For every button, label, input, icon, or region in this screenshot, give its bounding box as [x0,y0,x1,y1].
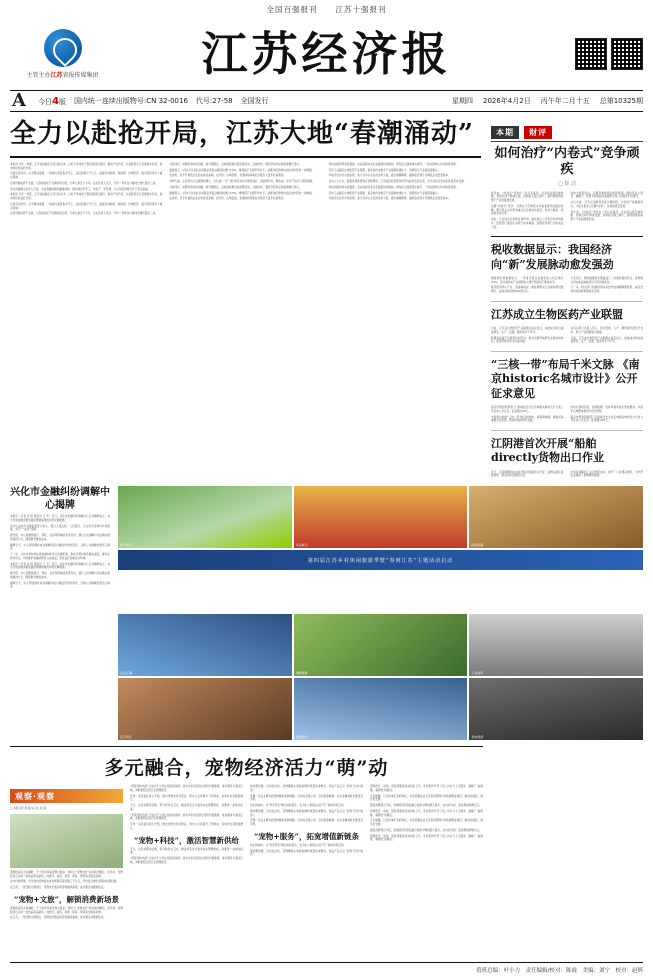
paragraph: 不过，也有消费者反映，部分场所在卫生、噪音和安全方面仍存在管理短板，需要进一步细化标准。 [130,804,243,811]
feature-subhead-3: “宠物+服务”，拓宽增值新链条 [254,831,359,841]
rail-section-4-column-1 [491,471,564,481]
paragraph: 从长远看，只有让创新者获得合理回报，让优质产能脱颖而出，才能从根本上化解“内卷”，实现高质量发展。 [570,201,643,208]
paragraph: 苏州工业园区生物医药产业集群、南京软件谷数字产业集群加速壮大，创新链与产业链深度融合。 [328,168,441,172]
feature-flag: 观察·观察 [10,789,123,803]
paragraph: 苏州一家民宿负责人介绍，推出宠物友好房型后，周末入住率提升了约两成，客单价也有明显增长。 [130,823,243,830]
paragraph: 在江苏，一批宠物主题街区、宠物友好酒店和营地陆续涌现，成为假日消费新热点。 [10,916,106,920]
paragraph: 方案提出构建“三核一带”的空间结构，串联明城墙、秦淮河等重要文化资源，塑造连续的城市文脉。 [491,415,564,423]
paragraph: 技术的加持，让“科学养宠”理念加快普及，也为本土制造企业打开了新的市场空间。 [250,843,347,847]
paragraph: “带着宠物出游”已成为不少年轻家庭的选择。省内多家景区推出宠物专属通道、寄存服务与遛宠区域，并配套相应的卫生管理规范。 [130,813,243,821]
lunar-date: 丙午年二月十五 [540,97,590,105]
publisher-logo [10,29,115,79]
paragraph: 在扬州，老字号餐饮企业迎来客流高峰；在苏州，古城夜游、非遗体验等新业态吸引大量年轻消费者。 [169,174,287,178]
rail-section-2-column-2 [571,327,644,346]
lead-column-1 [10,163,162,218]
paragraph: 科技创新同样动能强劲。全省高新技术企业数量持续增加，研发投入强度稳步提升，一批关键核心技术取得突破。 [328,162,459,166]
logo-mark-icon [44,29,82,67]
paragraph: 宠物医疗、训练、保险等服务需求同步上升。多家机构开设了线上问诊与上门服务，缓解了“看病难、看病贵”的痛点。 [370,785,483,792]
paragraph: 智能喂食器、自动饮水机、宠物摄像头等智能硬件销量快速增长，相关产品正从“尝鲜”走向“刚需”。 [250,785,363,792]
rail-section-title-4: 江阴港首次开展“船舶directly货物出口作业 [491,437,605,465]
weekday: 星期四 [451,97,473,105]
feature-column-1-body-2 [10,907,123,920]
paragraph: 智能喂食器、自动饮水机、宠物摄像头等智能硬件销量快速增长，相关产品正从“尝鲜”走向“刚需”。 [250,809,363,817]
publisher-caption [26,70,98,79]
issue-number: 总第10325期 [599,97,643,105]
photo-children-costume [118,678,292,740]
feature-byline: □ 本报记者 周 娴 实习生 张 颖 [10,807,46,811]
paragraph: 南京市规划资源部门日前就历史文化名城相关城市设计方案公开征求公众意见，征求期为30天。 [491,406,564,413]
top-strip-left: 全国百强报刊 [266,4,318,14]
paragraph: 省有关部门负责人表示，将在用地、人才、融资等方面给予支持，助力产业集群做大做强。 [570,327,643,334]
rail-section-1-column-1 [491,277,564,296]
paragraph: 在扬州，老字号餐饮企业迎来客流高峰；在苏州，古城夜游、非遗体验等新业态吸引大量年轻消费者。 [169,197,287,201]
mid-left-headline: 兴化市金融纠纷调解中心揭牌 [10,487,110,512]
rail-section-2-column-1 [491,327,564,346]
paragraph: 省发改委相关负责人介绍，全省将继续强化要素保障，推动项目早开工、早投产、早见效，为全年经济增长打下坚实基础。 [10,187,151,191]
publisher-caption-red: 江苏 [50,72,63,79]
rail-badge-row [491,120,643,142]
feature-column-3-body-2 [250,844,363,857]
paragraph: 近年来，“内卷式”竞争在一些行业蔓延，企业间以低价换份额，利润空间不断被压缩，创新投入随之减少，最终损害的是整个产业的健康发展。 [491,191,564,202]
feature-column-2 [130,785,243,922]
divider [491,351,643,352]
divider [491,430,643,431]
paragraph: 本报讯（记者 李 阳 通讯员 王 芳）近日，兴化市金融纠纷调解中心正式揭牌成立，将为当地金融消费者提供便捷高效的纠纷化解渠道。 [10,515,110,522]
paragraph: 智能喂食器、自动饮水机、宠物摄像头等智能硬件销量快速增长，相关产品正从“尝鲜”走向“刚需”。 [250,849,363,857]
paragraph: 专家表示，税收数据具有覆盖面广、时效性强的特点，能够较为真实地反映经济运行的冷暖变化。 [570,276,643,284]
paragraph: 本报讯 今年一季度，江苏各地锚定全年目标任务，以时不我待的干劲抢抓项目建设、推动产业升级，全省经济运行呈现稳中有进、稳中向好的良好态势。 [10,162,163,170]
paragraph: “带着宠物出游”已成为不少年轻家庭的选择。省内多家景区推出宠物专属通道、寄存服务与遛宠区域，并配套相应的卫生管理规范。 [130,857,243,864]
paragraph: 数据显示，1至2月全省社会消费品零售总额同比增长5.8%，增速高于全国平均水平，消费对经济增长的拉动作用进一步增强。 [169,168,315,172]
rail-section-title-3: “三核一带”布局千米文脉 《南京historic名城市设计》公开征求意见 [491,358,640,400]
paragraph: 对地方政府而言，应摒弃唯规模论的政绩观，避免盲目上项目、铺摊子，把更多资源投向基础研究和公共服务平台建设。 [570,191,643,199]
paragraph: 在江苏，一批宠物主题街区、宠物友好酒店和营地陆续涌现，成为假日消费新热点。 [10,886,106,890]
today-suffix: 版 [58,97,66,106]
paragraph: 科技创新同样动能强劲。全省高新技术企业数量持续增加，研发投入强度稳步提升，一批关键核心技术取得突破。 [328,185,459,189]
paragraph: 治理“内卷式”竞争，关键在于打破低水平重复建设的路径依赖。要引导企业把竞争重点从价格转向质量、技术与服务，形成差异化优势。 [491,204,564,216]
paragraph: 本报讯 今年一季度，江苏各地锚定全年目标任务，以时不我待的干劲抢抓项目建设、推动产业升级，全省经济运行呈现稳中有进、稳中向好的良好态势。 [10,193,163,201]
paragraph: 清晨的南京玄武湖畔，不少市民牵着宠物犬散步，草坪上“宠物友好”标识格外醒目。近年来，宠物经济正从单一的食品用品销售，向医疗、美容、寄养、保险、殡葬等全链条延伸。 [10,906,123,914]
lead-section [10,120,643,480]
rail-section-title-2: 江苏成立生物医药产业联盟 [491,307,623,321]
photo-caption: 夜市经济 [471,735,484,740]
paragraph: 专家提醒，行业快速扩张的同时，也需加强从业人员资质管理与价格透明度建设，推动标准化、规范化发展。 [370,794,483,802]
photo-collage [118,486,643,740]
photo-caption: 田野踏青 [295,671,308,676]
lead-article [10,120,481,480]
paragraph: 无锡一家企业研发的宠物健康监测项圈，可实时采集心率、活动量等数据，并生成健康报告推送至手机。 [250,819,363,827]
masthead [10,18,643,90]
photo-stage-concert [118,614,292,676]
feature-byline-block [10,807,123,811]
paragraph: 在常州新能源产业园，记者看到生产线满负荷运转，订单已排至下半年。企业负责人表示，今年一季度出口额同比增长超过三成。 [10,212,158,216]
publisher-caption-suffix: 省报传媒集团 [62,72,99,79]
commentary-column-1 [491,192,564,232]
photo-kite-festival [118,486,292,548]
lead-headline: 全力以赴抢开局，江苏大地“春潮涌动” [10,120,481,158]
paragraph: 从南京到苏州，从无锡到南通，一批重大项目集中开工，总投资超过千亿元，涵盖先进制造、新能源、生物医药、数字经济等多个重点领域。 [10,202,163,210]
rail-section-3-column-1 [491,406,564,425]
publisher-caption-prefix: 主管主办 [26,72,51,79]
feature-column-4 [370,785,483,922]
today-prefix: 今日 [37,97,52,106]
feature-column-2-body [130,785,243,831]
photo-caption: 春日放飞 [120,543,133,548]
paragraph: 揭牌当天，中心即受理并成功调解多起小额信贷纠纷案件，当事人对调解结果表示满意。 [10,581,110,589]
paragraph: 专家提醒，行业快速扩张的同时，也需加强从业人员资质管理与价格透明度建设，推动标准化、规范化发展。 [370,819,483,827]
paragraph: 数据显示，1至2月全省社会消费品零售总额同比增长5.8%，增速高于全国平均水平，消费对经济增长的拉动作用进一步增强。 [169,191,315,195]
right-rail [491,120,643,480]
photo-caption: 校园活动 [295,735,308,740]
paragraph: 多地还出台针对性政策，加大对中小企业的支持力度，通过减税降费、融资贴息等方式降低企业经营成本。 [328,174,451,178]
rail-badge-secondary: 财评 [524,126,552,139]
top-strip-right: 江苏十强报刊 [335,4,387,14]
qr-code-group [538,38,643,70]
photo-caption: 民俗表演 [471,543,484,548]
feature-column-3 [250,785,363,922]
commentary-headline: 如何治疗“内卷式”竞争顽疾 [494,146,640,178]
paragraph: 此举有效降低了企业物流成本，提升了口岸通关效率，为外贸企业提供了更便捷的通道。 [570,470,643,478]
footer-credits: 值班总编：叶小力 责任编辑/校对：陈霞 美编：刘宁 校对：赵辉 [10,962,643,974]
divider [491,301,643,302]
rail-section-title-1: 税收数据显示：我国经济向“新”发展脉动愈发强劲 [491,243,614,271]
today-page-count: 4 [51,95,59,107]
top-strip [10,0,643,18]
paragraph: “带着宠物出游”已成为不少年轻家庭的选择。省内多家景区推出宠物专属通道、寄存服务与遛宠区域，并配套相应的卫生管理规范。 [130,785,243,792]
divider [491,236,643,237]
feature-subhead-1: “宠物+文旅”，解锁消费新场景 [14,894,119,904]
photo-calligraphy-wall [294,486,468,548]
paragraph: 苏州一家民宿负责人介绍，推出宠物友好房型后，周末入住率提升了约两成，客单价也有明显增长。 [130,794,243,802]
feature-column-2-body-2 [130,848,243,865]
feature-column-4-body [370,785,483,842]
photo-folk-performance [469,486,643,548]
feature-rail-filler [491,740,643,922]
paragraph: 南京市规划资源部门日前就历史文化名城相关城市设计方案公开征求公众意见，征求期为30天。 [570,415,643,423]
paragraph: 近年来，“内卷式”竞争在一些行业蔓延，企业间以低价换份额，利润空间不断被压缩，创新投入随之减少，最终损害的是整个产业的健康发展。 [570,210,643,221]
commentary-byline: □ 崔 洁 [558,180,576,187]
rail-badge-primary: 本期 [491,126,519,139]
paragraph: 随着消费观念升级，宠物经济有望在融合创新中释放更大潜力，成为扩内需、促消费的新增长点。 [370,828,482,832]
paragraph: 数字经济核心产业、装备制造业、新能源相关行业保持两位数增长，反映出经济结构持续优化。 [491,286,564,294]
paragraph: 外贸方面，全省进出口总额保持增长，对共建“一带一路”国家进出口增势良好，新能源汽车、锂电池、光伏产品出口表现亮眼。 [169,180,315,184]
rail-section-3-column-2 [571,406,644,425]
paragraph: 不过，也有消费者反映，部分场所在卫生、噪音和安全方面仍存在管理短板，需要进一步细化标准。 [130,847,243,855]
paragraph: 随着消费观念升级，宠物经济有望在融合创新中释放更大潜力，成为扩内需、促消费的新增长点。 [370,804,482,808]
paragraph: 在常州新能源产业园，记者看到生产线满负荷运转，订单已排至下半年。企业负责人表示，今年一季度出口额同比增长超过三成。 [10,181,158,185]
rail-section-4-column-2 [571,471,644,481]
feature-subhead-2: “宠物+科技”，激活智慧新供给 [134,835,239,845]
lead-column-3 [329,163,481,218]
paragraph: 业内机构预测，今年国内宠物相关市场规模有望突破三千亿元，年均复合增长率保持在两位数。 [10,880,119,884]
publish-date: 2026年4月2日 [482,97,531,105]
feature-headline: 多元融合，宠物经济活力“萌”动 [10,746,483,780]
qr-code-app-icon[interactable] [611,38,643,70]
rail-section-1-column-2 [571,277,644,296]
paragraph: 宠物医疗、训练、保险等服务需求同步上升。多家机构开设了线上问诊与上门服务，缓解了“看病难、看病贵”的痛点。 [370,834,483,842]
mid-left-article [10,486,110,740]
lead-column-2 [169,163,321,218]
paragraph: 揭牌当天，中心即受理并成功调解多起小额信贷纠纷案件，当事人对调解结果表示满意。 [10,543,110,551]
paragraph: 多地还出台针对性政策，加大对中小企业的支持力度，通过减税降费、融资贴息等方式降低企业经营成本。 [328,197,451,201]
paragraph: 与此同时，消费市场持续回暖。春节假期后，各地陆续推出促消费活动，文旅市场、餐饮零售均呈现快速增长势头。 [169,162,302,166]
photo-crowd-street [469,614,643,676]
photo-pet-lifestyle [10,814,123,868]
paragraph: 技术的加持，让“科学养宠”理念加快普及，也为本土制造企业打开了新的市场空间。 [250,804,347,808]
event-banner: 第四届江苏乡村休闲旅游季暨“春到江苏”主题活动启动 [118,550,643,570]
paragraph: 无锡一家企业研发的宠物健康监测项圈，可实时采集心率、活动量等数据，并生成健康报告推送至手机。 [250,794,363,802]
photo-caption: 文艺汇演 [120,671,133,676]
paragraph: 与此同时，消费市场持续回暖。春节假期后，各地陆续推出促消费活动，文旅市场、餐饮零售均呈现快速增长势头。 [169,185,302,189]
feature-column-1-body [10,871,123,890]
commentary-column-2 [571,192,644,232]
distribution-scope: 全国发行 [240,97,269,105]
page-title: 江苏经济报 [201,27,452,81]
paper-title-block [115,27,538,81]
paragraph: 联盟将搭建产学研用协同平台，推动创新药械研发成果加快转化，促进资源共享与标准共建。 [491,336,564,344]
paragraph: 下一步，兴化市将持续完善金融纠纷多元化解机制，推动矛盾纠纷化解在基层、解决在萌芽状态，切实维护金融消费者合法权益，营造良好金融生态环境。 [10,553,110,560]
paragraph: 近日，江阴港顺利完成首次船边直提出口作业，货物从港区直接装船，通关时间压缩逾五成。 [491,470,564,478]
photo-field-walk [294,614,468,676]
paragraph: 业内人士认为，随着各项政策效应持续释放，江苏经济有望保持回升向好的发展态势，全年目标任务完成具备坚实支撑。 [328,180,467,184]
feature-column-1 [10,785,123,922]
paragraph: 本报讯（记者 李 阳 通讯员 王 芳）近日，兴化市金融纠纷调解中心正式揭牌成立，将为当地金融消费者提供便捷高效的纠纷化解渠道。 [10,562,110,570]
paragraph: 日前，江苏省生物医药产业联盟在南京成立，首批成员单位涵盖研发、生产、流通、服务等多个环节。 [570,336,643,344]
paragraph: 据介绍，中心将聚焦银行、保险、证券等领域的常见纠纷，通过人民调解与司法确认相衔接的方式，降低群众维权成本。 [10,572,110,579]
photo-caption: 人流如织 [471,671,484,676]
info-bar [10,90,643,112]
feature-column-3-body [250,785,363,827]
paragraph: 该中心由地方金融监管部门牵头，联合人民法院、人民银行、行业协会等单位共同组建，实行“一站式”受理。 [10,524,110,532]
paragraph: 宠物医疗、训练、保险等服务需求同步上升。多家机构开设了线上问诊与上门服务，缓解了“看病难、看病贵”的痛点。 [370,809,483,817]
paragraph: 同时对建筑高度、街巷肌理、色彩风貌等提出管控要求，以保护古城整体格局与历史风貌。 [570,406,643,413]
middle-section [10,486,643,740]
license-number: 国内统一连续出版物号:CN 32-0016 [73,97,188,105]
paragraph: 增值税发票数据显示，一季度全国企业销售收入同比增长4.6%，其中高技术产业销售收入增长明显快于整体水平。 [491,276,564,284]
photo-students-activity [294,678,468,740]
paragraph: 据介绍，中心将聚焦银行、保险、证券等领域的常见纠纷，通过人民调解与司法确认相衔接的方式，降低群众维权成本。 [10,534,110,541]
paragraph: 从南京到苏州，从无锡到南通，一批重大项目集中开工，总投资超过千亿元，涵盖先进制造、新能源、生物医药、数字经济等多个重点领域。 [10,172,163,180]
feature-row [10,740,643,922]
section-letter: A [12,90,26,111]
paragraph: 日前，江苏省生物医药产业联盟在南京成立，首批成员单位涵盖研发、生产、流通、服务等多个环节。 [491,327,564,334]
photo-night-market [469,678,643,740]
paragraph: 清晨的南京玄武湖畔，不少市民牵着宠物犬散步，草坪上“宠物友好”标识格外醒目。近年来，宠物经济正从单一的食品用品销售，向医疗、美容、寄养、保险、殡葬等全链条延伸。 [10,870,123,878]
today-pages [38,96,66,107]
photo-caption: 亲子同乐 [120,735,133,740]
mid-left-body [10,515,110,589]
paragraph: 下一步，相关部门将继续落实好结构性减税降费政策，重点支持科技创新和制造业发展。 [570,286,643,294]
qr-code-wechat-icon[interactable] [575,38,607,70]
postal-code: 代号:27-58 [195,97,233,105]
photo-caption: 书法展示 [295,543,308,548]
paragraph: 苏州工业园区生物医药产业集群、南京软件谷数字产业集群加速壮大，创新链与产业链深度融合。 [328,191,441,195]
paragraph: 同时，行业协会应发挥自律作用，推动建立公平有序的市场秩序；监管部门要加大对低于成本倾销、虚假宣传等行为的查处力度。 [491,218,564,229]
